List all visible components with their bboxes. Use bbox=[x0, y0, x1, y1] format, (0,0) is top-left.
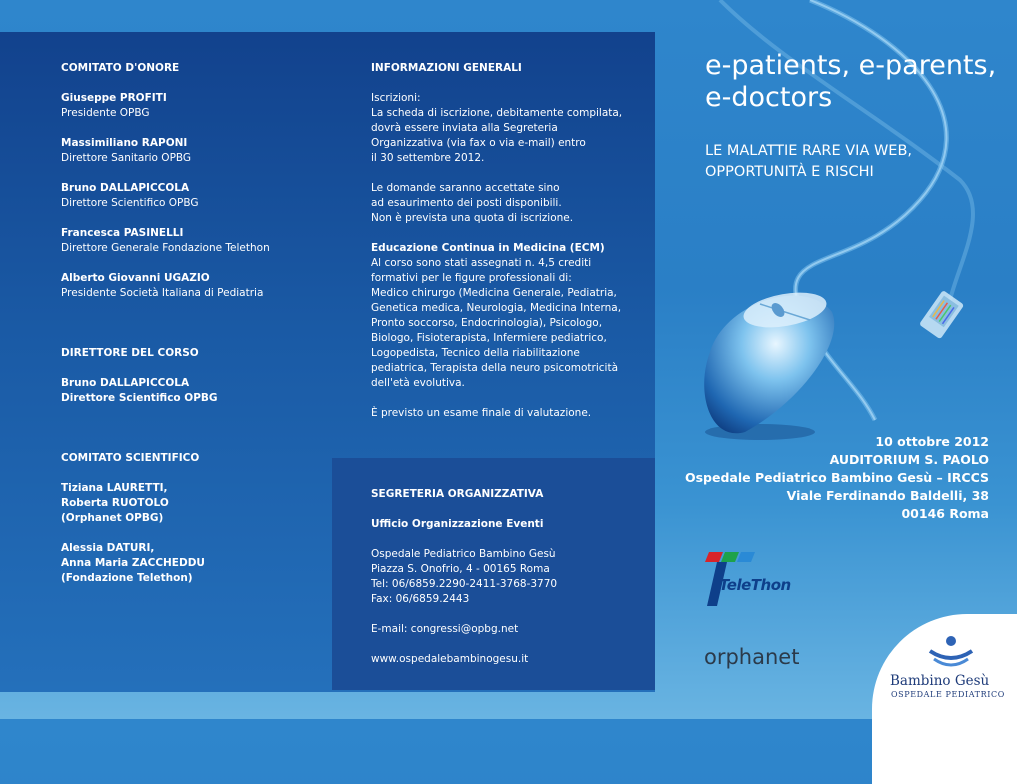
member-5 bbox=[61, 271, 321, 301]
event-date: 10 ottobre 2012 bbox=[875, 434, 989, 449]
title-line-2: e-doctors bbox=[705, 82, 833, 113]
website-link[interactable]: www.ospedalebambinogesu.it bbox=[371, 653, 529, 665]
member-4 bbox=[61, 226, 321, 256]
subtitle-line-2: OPPORTUNITÀ E RISCHI bbox=[705, 164, 874, 180]
subtitle-line-1: LE MALATTIE RARE VIA WEB, bbox=[705, 143, 913, 159]
sci-line: Roberta RUOTOLO bbox=[61, 497, 169, 509]
bambino-gesu-subtitle: OSPEDALE PEDIATRICO bbox=[891, 690, 1005, 699]
exam-line: È previsto un esame finale di valutazione. bbox=[371, 407, 592, 419]
orphanet-logo: orphanet bbox=[704, 645, 800, 669]
event-city: 00146 Roma bbox=[901, 506, 989, 521]
director-role: Direttore Scientifico OPBG bbox=[61, 392, 218, 404]
sci-line: (Orphanet OPBG) bbox=[61, 512, 164, 524]
text-line: dell'età evolutiva. bbox=[371, 377, 465, 389]
text-line: Biologo, Fisioterapista, Infermiere pediatrico, bbox=[371, 332, 607, 344]
general-info-heading: INFORMAZIONI GENERALI bbox=[371, 62, 522, 74]
member-name: Massimiliano RAPONI bbox=[61, 137, 188, 149]
sci-line: (Fondazione Telethon) bbox=[61, 572, 193, 584]
event-street: Viale Ferdinando Baldelli, 38 bbox=[786, 488, 989, 503]
member-role: Direttore Sanitario OPBG bbox=[61, 152, 192, 164]
text-line: Al corso sono stati assegnati n. 4,5 crediti bbox=[371, 257, 592, 269]
text-line: Le domande saranno accettate sino bbox=[371, 182, 560, 194]
telethon-logo-text: TeleThon bbox=[719, 576, 791, 594]
cover-subtitle bbox=[705, 141, 912, 183]
text-line: il 30 settembre 2012. bbox=[371, 152, 485, 164]
sci-line: Anna Maria ZACCHEDDU bbox=[61, 557, 205, 569]
bambino-gesu-logo-icon bbox=[926, 633, 976, 673]
title-line-1: e-patients, e-parents, bbox=[705, 50, 997, 81]
text-line: Logopedista, Tecnico della riabilitazione bbox=[371, 347, 580, 359]
phone-line: Tel: 06/6859.2290-2411-3768-3770 bbox=[371, 578, 558, 590]
secretariat-column bbox=[371, 487, 641, 667]
member-2 bbox=[61, 136, 321, 166]
fax-line: Fax: 06/6859.2443 bbox=[371, 593, 470, 605]
member-name: Giuseppe PROFITI bbox=[61, 92, 167, 104]
text-line: Pronto soccorso, Endocrinologia), Psicologo, bbox=[371, 317, 603, 329]
scientific-committee-heading: COMITATO SCIENTIFICO bbox=[61, 452, 200, 464]
address-line: Piazza S. Onofrio, 4 - 00165 Roma bbox=[371, 563, 550, 575]
honor-committee-heading: COMITATO D'ONORE bbox=[61, 62, 180, 74]
secretariat-heading: SEGRETERIA ORGANIZZATIVA bbox=[371, 488, 544, 500]
bambino-gesu-name: Bambino Gesù bbox=[890, 673, 990, 689]
text-line: Organizzativa (via fax o via e-mail) entro bbox=[371, 137, 586, 149]
member-role: Presidente Società Italiana di Pediatria bbox=[61, 287, 264, 299]
event-details bbox=[685, 433, 989, 523]
text-line: Genetica medica, Neurologia, Medicina Interna, bbox=[371, 302, 622, 314]
sci-line: Alessia DATURI, bbox=[61, 542, 155, 554]
sci-line: Tiziana LAURETTI, bbox=[61, 482, 168, 494]
rj45-plug-icon bbox=[919, 290, 964, 339]
member-name: Alberto Giovanni UGAZIO bbox=[61, 272, 210, 284]
member-3 bbox=[61, 181, 321, 211]
course-director-heading: DIRETTORE DEL CORSO bbox=[61, 347, 199, 359]
text-line: pediatrica, Terapista della neuro psicomotricità bbox=[371, 362, 619, 374]
director-name: Bruno DALLAPICCOLA bbox=[61, 377, 190, 389]
text-line: formativi per le figure professionali di: bbox=[371, 272, 572, 284]
address-line: Ospedale Pediatrico Bambino Gesù bbox=[371, 548, 556, 560]
ecm-heading: Educazione Continua in Medicina (ECM) bbox=[371, 242, 605, 254]
event-venue: AUDITORIUM S. PAOLO bbox=[829, 452, 989, 467]
registration-heading: Iscrizioni: bbox=[371, 92, 421, 104]
office-name: Ufficio Organizzazione Eventi bbox=[371, 518, 544, 530]
member-name: Bruno DALLAPICCOLA bbox=[61, 182, 190, 194]
member-1 bbox=[61, 91, 321, 121]
general-info-column bbox=[371, 61, 641, 421]
member-role: Direttore Generale Fondazione Telethon bbox=[61, 242, 270, 254]
member-role: Direttore Scientifico OPBG bbox=[61, 197, 199, 209]
computer-mouse-illustration bbox=[690, 282, 840, 442]
text-line: La scheda di iscrizione, debitamente compilata, bbox=[371, 107, 623, 119]
text-line: Non è prevista una quota di iscrizione. bbox=[371, 212, 574, 224]
text-line: dovrà essere inviata alla Segreteria bbox=[371, 122, 558, 134]
member-role: Presidente OPBG bbox=[61, 107, 150, 119]
text-line: ad esaurimento dei posti disponibili. bbox=[371, 197, 562, 209]
cover-title bbox=[705, 50, 996, 114]
text-line: Medico chirurgo (Medicina Generale, Pediatria, bbox=[371, 287, 617, 299]
event-hospital: Ospedale Pediatrico Bambino Gesù – IRCCS bbox=[684, 470, 989, 485]
left-column bbox=[61, 61, 321, 586]
member-name: Francesca PASINELLI bbox=[61, 227, 184, 239]
email-line[interactable]: E-mail: congressi@opbg.net bbox=[371, 623, 519, 635]
